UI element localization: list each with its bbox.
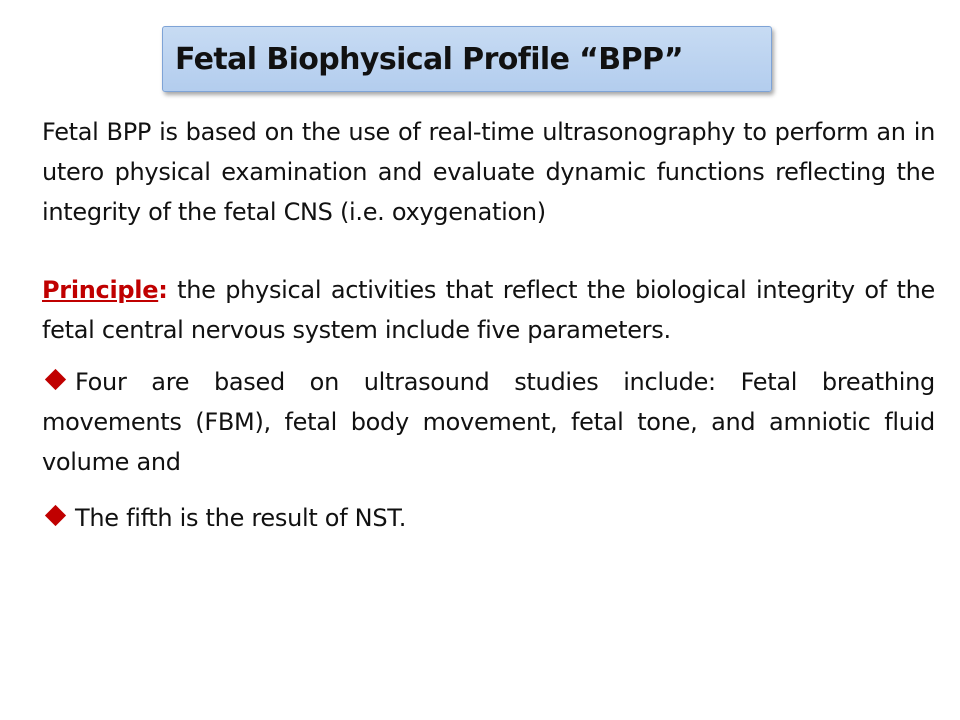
bullet-text: The fifth is the result of NST. bbox=[75, 504, 407, 532]
slide-content bbox=[42, 112, 935, 538]
title-box bbox=[162, 26, 772, 92]
bullet-item-ultrasound bbox=[42, 362, 935, 482]
slide-title: Fetal Biophysical Profile “BPP” bbox=[175, 41, 684, 77]
diamond-bullet-icon bbox=[45, 369, 66, 390]
diamond-bullet-icon bbox=[45, 505, 66, 526]
principle-label: Principle bbox=[42, 276, 159, 304]
principle-paragraph bbox=[42, 270, 935, 350]
intro-paragraph: Fetal BPP is based on the use of real-time ultrasonography to perform an in utero physical examination and evaluate dynamic functions reflecting the integrity of the fetal CNS (i.e. oxygenation) bbox=[42, 118, 935, 226]
bullet-text: Four are based on ultrasound studies include: Fetal breathing movements (FBM), fetal body movement, fetal tone, and amniotic fluid volume and bbox=[42, 368, 935, 476]
bullet-item-nst bbox=[42, 498, 935, 538]
principle-colon: : bbox=[158, 276, 168, 304]
principle-text: the physical activities that reflect the biological integrity of the fetal central nervous system include five parameters. bbox=[42, 276, 935, 344]
